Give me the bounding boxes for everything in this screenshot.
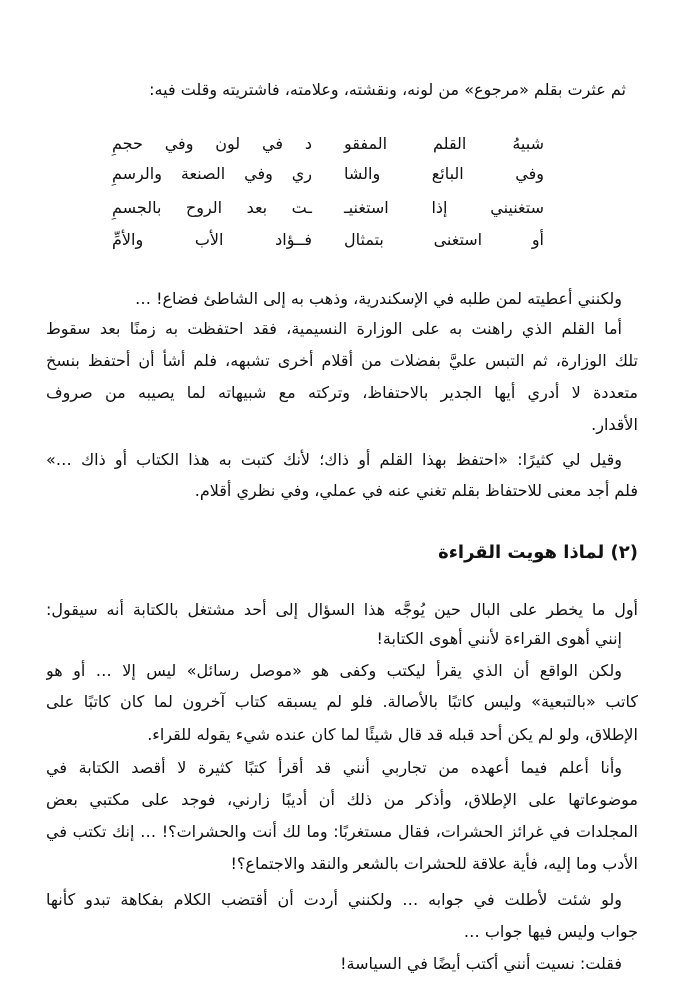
- paragraph-line: موضوعاتها على الإطلاق، وأذكر من ذلك أن أديبًا زارني، فوجد على مكتبي بعض: [46, 790, 638, 809]
- paragraph-line: إنني أهوى القراءة لأنني أهوى الكتابة!: [376, 629, 622, 648]
- paragraph-line: كاتب «بالتبعية» وليس كاتبًا بالأصالة. فلو لم يسبقه كتاب آخرون لما كان كاتبًا على: [46, 692, 638, 711]
- paragraph-line: ولكنني أعطيته لمن طلبه في الإسكندرية، وذهب به إلى الشاطئ فضاع! …: [135, 289, 622, 308]
- poem-second-hemistich: ـت بعد الروح بالجسمِ: [112, 198, 312, 217]
- paragraph-line: الإطلاق، ولو لم يكن أحد قبله قد قال شيئًا لما كان عنده شيء يقوله للقراء.: [147, 725, 638, 744]
- section-heading: (٢) لماذا هويت القراءة: [438, 542, 638, 563]
- paragraph-line: متعددة لا أدري أيها الجدير بالاحتفاظ، وتركته مع شبيهاته لما يصيبه من صروف: [46, 383, 638, 402]
- paragraph-line: وأنا أعلم فيما أعهده من تجاربي أنني قد أقرأ كتبًا كثيرة لا أقصد الكتابة في: [46, 758, 622, 777]
- paragraph-line: المجلدات في غرائز الحشرات، فقال مستغربًا: وما لك أنت والحشرات؟! … إنك تكتب في: [46, 822, 638, 841]
- poem-first-hemistich: ستغنيني إذا استغنيـ: [344, 198, 544, 217]
- paragraph-line: فلم أجد معنى للاحتفاظ بقلم تغني عنه في عملي، وفي نظري أقلام.: [194, 481, 638, 500]
- poem-second-hemistich: د في لون وفي حجمِ: [112, 134, 312, 153]
- poem-first-hemistich: وفي البائع والشا: [344, 164, 544, 183]
- poem-first-hemistich: شبيهُ القلم المفقو: [344, 134, 544, 153]
- paragraph-line: جواب وليس فيها جواب …: [463, 922, 638, 941]
- poem-second-hemistich: ري وفي الصنعة والرسمِ: [112, 164, 312, 183]
- paragraph-line: ولو شئت لأطلت في جوابه … ولكنني أردت أن أقتضب الكلام بفكاهة تبدو كأنها: [46, 890, 622, 909]
- paragraph-line: الأقدار.: [591, 415, 638, 434]
- paragraph-line: وقيل لي كثيرًا: «احتفظ بهذا القلم أو ذاك؛ لأنك كتبت به هذا الكتاب أو ذاك …»: [46, 450, 622, 469]
- paragraph-line: تلك الوزارة، ثم التبس عليَّ بفضلات من أقلام أخرى تشبهه، فلم أشأ أن أحتفظ بنسخ: [46, 351, 638, 370]
- paragraph-line: أما القلم الذي راهنت به على الوزارة النسيمية، فقد احتفظت به زمنًا بعد سقوط: [46, 319, 622, 338]
- poem-second-hemistich: فــؤاد الأب والأمِّ: [112, 230, 312, 249]
- paragraph-line: فقلت: نسيت أنني أكتب أيضًا في السياسة!: [340, 954, 622, 973]
- intro-line: ثم عثرت بقلم «مرجوع» من لونه، ونقشته، وعلامته، فاشتريته وقلت فيه:: [149, 80, 626, 99]
- paragraph-line: أول ما يخطر على البال حين يُوجَّه هذا السؤال إلى أحد مشتغل بالكتابة أنه سيقول:: [46, 600, 638, 619]
- paragraph-line: الأدب وما إليه، فأية علاقة للحشرات بالشعر والنقد والاجتماع؟!: [230, 854, 638, 873]
- poem-first-hemistich: أو استغنى بتمثال: [344, 230, 544, 249]
- paragraph-line: ولكن الواقع أن الذي يقرأ ليكتب وكفى هو «موصل رسائل» ليس إلا … أو هو: [46, 661, 622, 680]
